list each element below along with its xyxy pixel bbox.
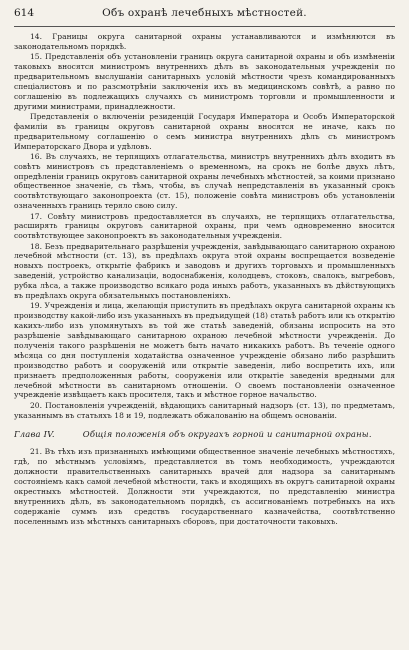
paragraph-20: 20. Постановленія учрежденій, вѣдающихъ санитарный надзоръ (ст. 13), по предметамъ, указаннымъ въ статьяхъ 18 и 19, подлежатъ обжалованію на общемъ основаніи. xyxy=(14,400,395,420)
paragraph-16: 16. Въ случаяхъ, не терпящихъ отлагательства, министръ внутреннихъ дѣлъ входитъ въ совѣтъ министровъ съ представленіемъ о временномъ, на срокъ не болѣе двухъ лѣтъ, опредѣленіи границъ округовъ санитарной охраны лечебныхъ мѣстностей, за коими признано общественное значеніе, съ тѣмъ, чтобы, въ случаѣ непредставленія въ указанный срокъ соотвѣтствующаго законопроекта (ст. 15), положеніе совѣта министровъ объ установленіи означенныхъ границъ теряло свою силу. xyxy=(14,151,395,211)
chapter-heading xyxy=(14,429,395,439)
paragraph-14: 14. Границы округа санитарной охраны устанавливаются и измѣняются въ законодательномъ порядкѣ. xyxy=(14,32,395,51)
chapter-label: Глава IV. xyxy=(14,429,55,440)
chapter-title: Общія положенія объ округахъ горной и санитарной охраны. xyxy=(82,429,372,440)
paragraph-15: 15. Представленія объ установленіи границъ округа санитарной охраны и объ измѣненіи таковыхъ вносятся министромъ внутреннихъ дѣлъ въ законодательныя учрежденія по предварительномъ выслушаніи санитарныхъ условій мѣстности чрезъ командированныхъ спеціалистовъ и по разсмотрѣніи заключенія ихъ въ медицинскомъ совѣтѣ, а равно по соглашенію въ подлежащихъ случаяхъ съ министромъ торговли и промышленности и другими министрами, принадлежности. xyxy=(14,52,395,111)
page-body xyxy=(14,32,395,527)
paragraph-18: 18. Безъ предварительнаго разрѣшенія учрежденія, завѣдывающаго санитарною охраною лечебной мѣстности (ст. 13), въ предѣлахъ округа этой охраны воспрещается возведеніе новыхъ построекъ, открытіе фабрикъ и заводовъ и другихъ торговыхъ и промышленныхъ заведеній, устройство канализаціи, водоснабженія, колодцевъ, стоковъ, свалокъ, выгребовъ, рубка лѣса, а также производство всякаго рода иныхъ работъ, указанныхъ въ дѣйствующихъ въ предѣлахъ округа обязательныхъ постановленіяхъ. xyxy=(14,241,395,301)
page-header xyxy=(14,7,395,27)
paragraph-19: 19. Учрежденія и лица, желающія приступить въ предѣлахъ округа санитарной охраны къ производству какой-либо изъ указанныхъ въ предъидущей (18) статьѣ работъ или къ открытію какихъ-либо изъ упомянутыхъ въ той же статьѣ заведеній, обязаны испросить на это разрѣшеніе завѣдывающаго санитарною охраною лечебной мѣстности учрежденія. До полученія такого разрѣшенія не можетъ быть начато никакихъ работъ. Въ теченіе одного мѣсяца со дня поступленія ходатайства означенное учрежденіе обязано либо разрѣшить производство работъ и сооруженій или открытіе заведенія, либо воспретить ихъ, или признаетъ предположенныя работы, сооруженія или открытіе заведенія вредными для лечебной мѣстности въ санитарномъ отношеніи. О своемъ постановленіи означенное учрежденіе извѣщаетъ какъ просителя, такъ и мѣстное горное начальство. xyxy=(14,301,395,400)
paragraph-17: 17. Совѣту министровъ предоставляется въ случаяхъ, не терпящихъ отлагательства, расширять границы округовъ санитарной охраны, при чемъ одновременно вносится соотвѣтствующее законопроектъ въ законодательныя учрежденія. xyxy=(14,211,395,241)
paragraph-21: 21. Въ тѣхъ изъ признанныхъ имѣющими общественное значеніе лечебныхъ мѣстностяхъ, гдѣ, по мѣстнымъ условіямъ, представляется въ томъ необходимость, учреждаются должности правительственныхъ санитарныхъ врачей для надзора за санитарнымъ состояніемъ какъ самой лечебной мѣстности, такъ и входящихъ въ округъ санитарной охраны окрестныхъ мѣстностей. Должности эти учреждаются, по представленію министра внутреннихъ дѣлъ, въ законодательномъ порядкѣ, съ ассигнованіемъ потребныхъ на ихъ содержаніе суммъ изъ средствъ государственнаго казначейства, соотвѣтственно поселеннымъ изъ мѣстныхъ санитарныхъ сборовъ, при достаточности таковыхъ. xyxy=(14,447,395,526)
running-title: Объ охранѣ лечебныхъ мѣстностей. xyxy=(102,7,307,19)
paragraph-15-continued: Представленія о включеніи резиденцій Государя Императора и Особъ Императорской фамиліи въ границы округовъ санитарной охраны вносятся не иначе, какъ по предварительному соглашенію о семъ министра внутреннихъ дѣлъ съ министромъ Императорскаго Двора и удѣловъ. xyxy=(14,111,395,151)
page-number: 614 xyxy=(14,7,35,19)
